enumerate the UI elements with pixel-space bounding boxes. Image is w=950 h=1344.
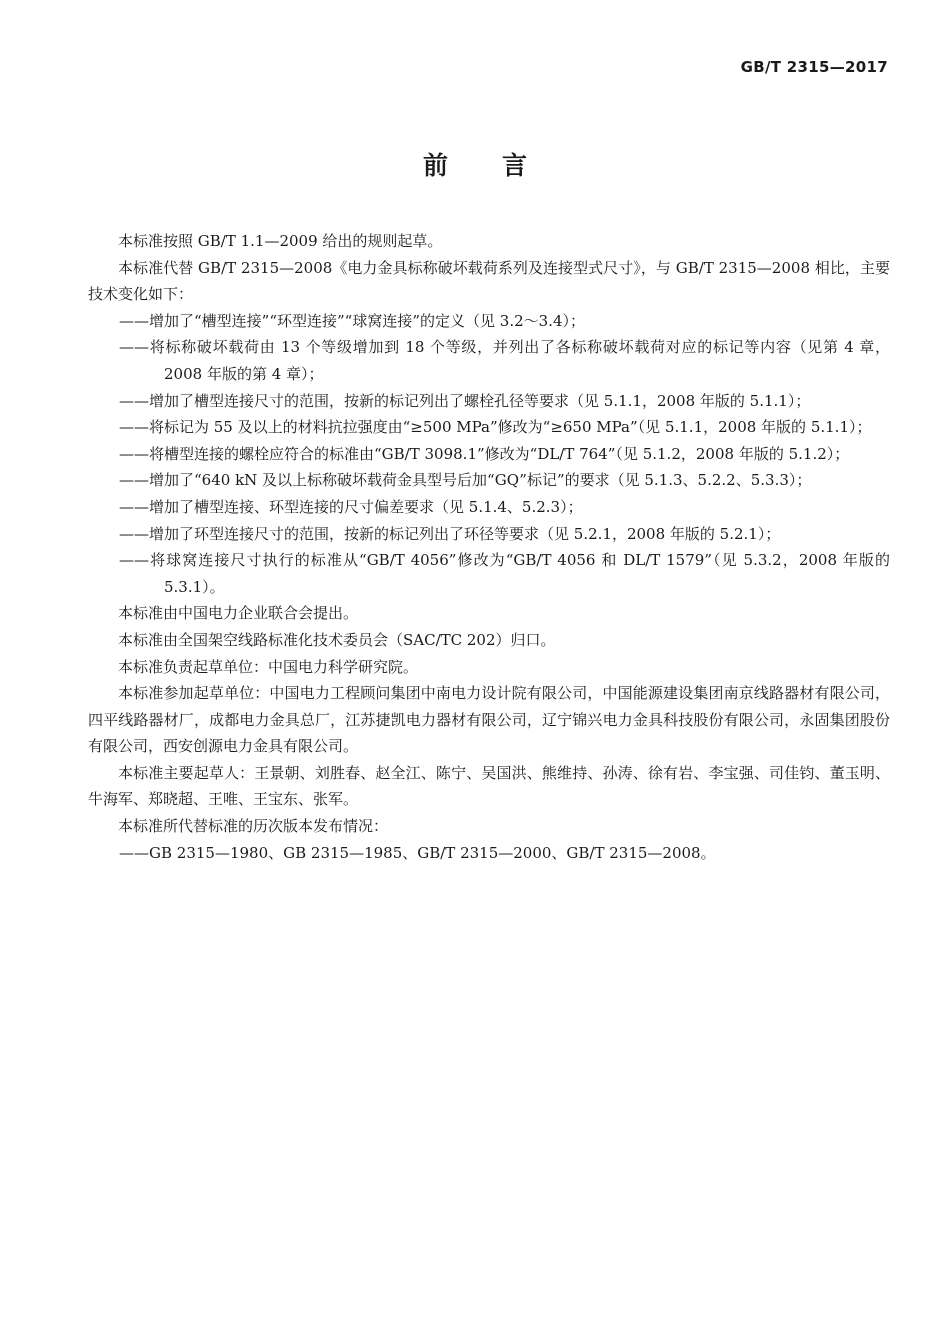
change-item: ——增加了槽型连接、环型连接的尺寸偏差要求（见 5.1.4、5.2.3）； [119,497,583,516]
change-item: ——增加了“640 kN 及以上标称破坏载荷金具型号后加“GQ”标记”的要求（见 5.1.3、5.2.2、5.3.3）； [119,471,812,490]
paragraph-replacement: 本标准代替 GB/T 2315—2008《电力金具标称破坏载荷系列及连接型式尺寸》，与 GB/T 2315—2008 相比，主要技术变化如下： [88,258,890,304]
paragraph-proposed-by: 本标准由中国电力企业联合会提出。 [118,604,359,623]
page-title: 前言 [422,151,581,180]
history-item: ——GB 2315—1980、GB 2315—1985、GB/T 2315—2000、GB/T 2315—2008。 [119,843,716,862]
paragraph-version-history: 本标准所代替标准的历次版本发布情况： [118,817,389,836]
change-item: ——将槽型连接的螺栓应符合的标准由“GB/T 3098.1”修改为“DL/T 764”（见 5.1.2，2008 年版的 5.1.2）； [119,444,850,463]
change-item: ——增加了槽型连接尺寸的范围，按新的标记列出了螺栓孔径等要求（见 5.1.1，2008 年版的 5.1.1）； [119,391,811,410]
change-item: ——将标记为 55 及以上的材料抗拉强度由“≥500 MPa”修改为“≥650 MPa”（见 5.1.1，2008 年版的 5.1.1）； [119,418,872,437]
change-item: ——将球窝连接尺寸执行的标准从“GB/T 4056”修改为“GB/T 4056 和 DL/T 1579”（见 5.3.2，2008 年版的 5.3.1）。 [119,551,890,596]
change-item: ——将标称破坏载荷由 13 个等级增加到 18 个等级，并列出了各标称破坏载荷对应的标记等内容（见第 4 章，2008 年版的第 4 章）； [119,338,890,383]
paragraph-drafting-rules: 本标准按照 GB/T 1.1—2009 给出的规则起草。 [118,232,443,250]
paragraph-administered-by: 本标准由全国架空线路标准化技术委员会（SAC/TC 202）归口。 [118,630,556,649]
paragraph-participating-drafters: 本标准参加起草单位：中国电力工程顾问集团中南电力设计院有限公司，中国能源建设集团南京线路器材有限公司，四平线路器材厂，成都电力金具总厂，江苏捷凯电力器材有限公司，辽宁锦兴电力金具科技股份有限公司，永固集团股份有限公司，西安创源电力金具有限公司。 [88,684,890,756]
change-item: ——增加了“槽型连接”“环型连接”“球窝连接”的定义（见 3.2～3.4）； [119,311,585,330]
foreword-body [88,228,890,866]
standard-code: GB/T 2315—2017 [740,58,888,76]
paragraph-main-drafters: 本标准主要起草人：王景朝、刘胜春、赵全江、陈宁、吴国洪、熊维持、孙涛、徐有岩、李宝强、司佳钧、董玉明、牛海军、郑晓超、王唯、王宝东、张军。 [88,763,890,809]
change-item: ——增加了环型连接尺寸的范围，按新的标记列出了环径等要求（见 5.2.1，2008 年版的 5.2.1）； [119,524,781,543]
paragraph-responsible-drafter: 本标准负责起草单位：中国电力科学研究院。 [118,657,419,676]
